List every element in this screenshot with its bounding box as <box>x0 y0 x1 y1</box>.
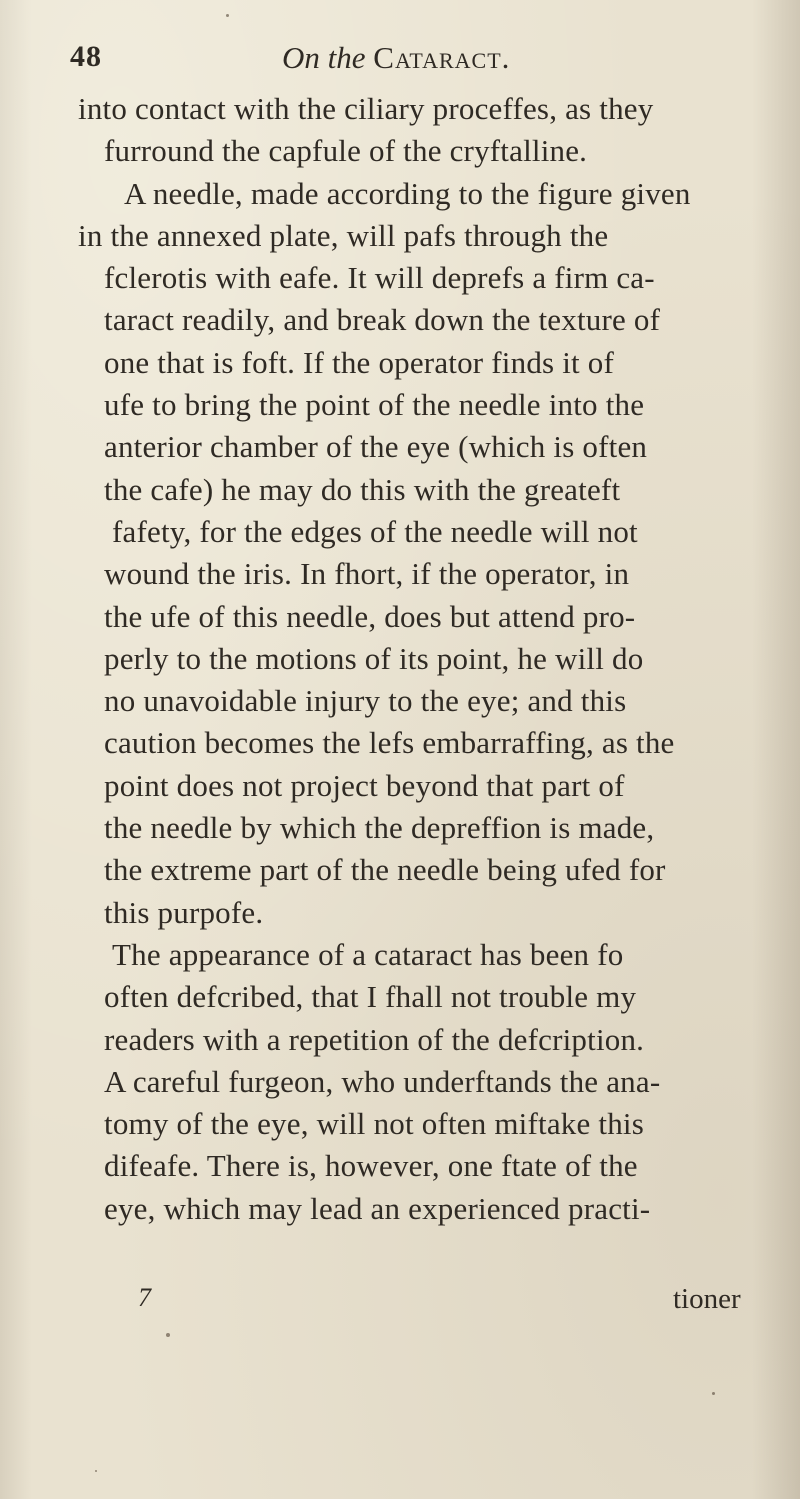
text-line: this purpofe. <box>104 894 264 930</box>
text-line: into contact with the ciliary proceffes, as they <box>78 91 654 126</box>
text-line: point does not project beyond that part of <box>104 767 625 803</box>
running-head <box>282 40 510 76</box>
text-line: one that is foft. If the operator finds it of <box>104 344 615 380</box>
paper-speck <box>226 14 229 17</box>
paper-speck <box>166 1333 170 1337</box>
text-line: fafety, for the edges of the needle will not <box>112 513 638 549</box>
text-line: in the annexed plate, will pafs through the <box>78 217 609 253</box>
text-line: A needle, made according to the figure given <box>124 175 691 211</box>
text-line: furround the capfule of the cryftalline. <box>104 133 588 169</box>
text-line: eye, which may lead an experienced practi- <box>104 1190 651 1226</box>
page-number: 48 <box>70 40 102 73</box>
text-line: taract readily, and break down the texture of <box>104 302 661 338</box>
text-line: the ufe of this needle, does but attend pro- <box>104 598 636 634</box>
running-head-prefix: On the <box>282 40 374 75</box>
text-line: perly to the motions of its point, he will do <box>104 640 644 676</box>
page-header <box>0 40 800 80</box>
text-line: wound the iris. In fhort, if the operator, in <box>104 556 630 592</box>
text-line: fclerotis with eafe. It will deprefs a firm ca- <box>104 260 655 296</box>
text-line: anterior chamber of the eye (which is often <box>104 429 648 465</box>
paper-speck <box>95 1470 97 1472</box>
text-line: no unavoidable injury to the eye; and this <box>104 683 627 719</box>
text-line: the cafe) he may do this with the greateft <box>104 471 621 507</box>
body-text <box>52 88 792 1230</box>
text-line: often defcribed, that I fhall not trouble my <box>104 979 637 1015</box>
text-line: caution becomes the lefs embarraffing, as the <box>104 725 675 761</box>
text-line: the needle by which the depreffion is made, <box>104 810 655 846</box>
text-line: A careful furgeon, who underftands the ana- <box>104 1063 661 1099</box>
text-line: tomy of the eye, will not often miftake this <box>104 1106 644 1142</box>
text-line: The appearance of a cataract has been fo <box>112 936 624 972</box>
signature-mark: 7 <box>138 1283 151 1312</box>
paper-speck <box>712 1392 715 1395</box>
text-line: the extreme part of the needle being ufed for <box>104 852 666 888</box>
text-line: readers with a repetition of the defcription. <box>104 1021 645 1057</box>
running-head-caps: Cataract. <box>373 40 511 75</box>
catchword: tioner <box>673 1283 741 1315</box>
text-line: ufe to bring the point of the needle into the <box>104 387 645 423</box>
text-line: difeafe. There is, however, one ftate of the <box>104 1148 638 1184</box>
